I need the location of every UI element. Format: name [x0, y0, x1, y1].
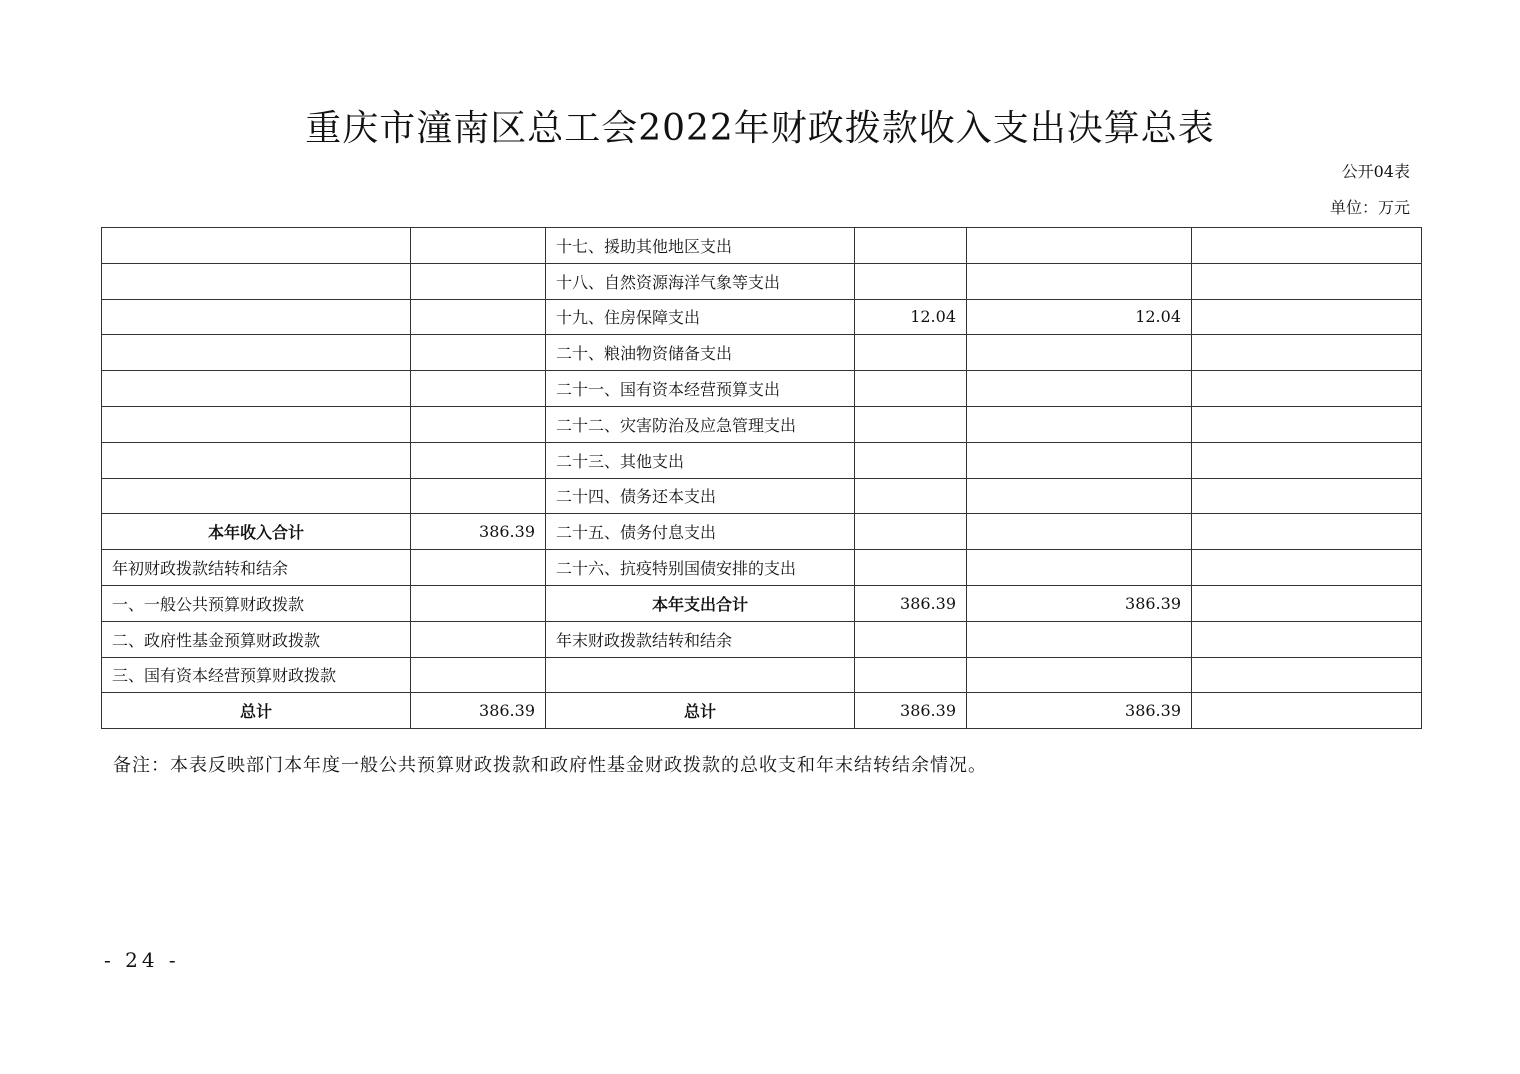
expenditure-general-cell: [967, 550, 1192, 586]
expenditure-general-cell: [967, 514, 1192, 550]
expenditure-general-cell: [967, 478, 1192, 514]
expenditure-fund-cell: [1192, 693, 1422, 729]
table-row: [102, 299, 1422, 335]
expenditure-item-cell: 二十五、债务付息支出: [546, 514, 855, 550]
expenditure-total-cell: [855, 442, 967, 478]
expenditure-item-cell: 十七、援助其他地区支出: [546, 228, 855, 264]
income-item-cell: [102, 228, 411, 264]
income-amount-cell: [411, 442, 546, 478]
income-amount-cell: [411, 550, 546, 586]
income-item-cell: [102, 442, 411, 478]
income-amount-cell: [411, 406, 546, 442]
table-row: [102, 406, 1422, 442]
expenditure-total-cell: [855, 550, 967, 586]
expenditure-item-cell: 二十三、其他支出: [546, 442, 855, 478]
expenditure-total-cell: [855, 263, 967, 299]
expenditure-general-cell: [967, 371, 1192, 407]
income-total-label: 本年收入合计: [102, 514, 411, 550]
expenditure-general-cell: 386.39: [967, 585, 1192, 621]
table-row: [102, 514, 1422, 550]
expenditure-total-cell: 386.39: [855, 693, 967, 729]
expenditure-total-cell: [855, 406, 967, 442]
table-row: [102, 657, 1422, 693]
expenditure-item-cell: 十八、自然资源海洋气象等支出: [546, 263, 855, 299]
income-item-cell: [102, 335, 411, 371]
income-grand-total-label: 总计: [102, 693, 411, 729]
table-row: [102, 550, 1422, 586]
expenditure-general-cell: [967, 406, 1192, 442]
expenditure-fund-cell: [1192, 406, 1422, 442]
expenditure-total-cell: [855, 621, 967, 657]
income-item-cell: [102, 263, 411, 299]
expenditure-fund-cell: [1192, 621, 1422, 657]
income-item-cell: [102, 406, 411, 442]
expenditure-grand-total-label: 总计: [546, 693, 855, 729]
income-amount-cell: [411, 228, 546, 264]
expenditure-total-cell: [855, 657, 967, 693]
income-item-cell: 三、国有资本经营预算财政拨款: [102, 657, 411, 693]
expenditure-fund-cell: [1192, 299, 1422, 335]
expenditure-general-cell: [967, 621, 1192, 657]
table-row: [102, 621, 1422, 657]
expenditure-fund-cell: [1192, 550, 1422, 586]
table-row: [102, 585, 1422, 621]
unit-label: 单位：万元: [1329, 198, 1410, 217]
expenditure-general-cell: [967, 228, 1192, 264]
expenditure-item-cell: 二十、粮油物资储备支出: [546, 335, 855, 371]
income-amount-cell: [411, 263, 546, 299]
expenditure-item-cell: 年末财政拨款结转和结余: [546, 621, 855, 657]
table-row: [102, 371, 1422, 407]
table-row: [102, 228, 1422, 264]
expenditure-item-cell: 二十一、国有资本经营预算支出: [546, 371, 855, 407]
expenditure-fund-cell: [1192, 478, 1422, 514]
expenditure-general-cell: [967, 657, 1192, 693]
expenditure-general-cell: 12.04: [967, 299, 1192, 335]
expenditure-item-cell: 二十四、债务还本支出: [546, 478, 855, 514]
budget-table: [101, 227, 1422, 729]
income-amount-cell: 386.39: [411, 514, 546, 550]
expenditure-total-cell: [855, 335, 967, 371]
expenditure-fund-cell: [1192, 514, 1422, 550]
table-row: [102, 478, 1422, 514]
table-row: [102, 442, 1422, 478]
expenditure-item-cell: 十九、住房保障支出: [546, 299, 855, 335]
expenditure-total-cell: [855, 478, 967, 514]
income-amount-cell: [411, 335, 546, 371]
expenditure-total-cell: [855, 514, 967, 550]
expenditure-general-cell: 386.39: [967, 693, 1192, 729]
expenditure-fund-cell: [1192, 228, 1422, 264]
expenditure-fund-cell: [1192, 442, 1422, 478]
income-amount-cell: 386.39: [411, 693, 546, 729]
table-row: [102, 263, 1422, 299]
expenditure-fund-cell: [1192, 335, 1422, 371]
expenditure-total-cell: [855, 228, 967, 264]
income-amount-cell: [411, 657, 546, 693]
expenditure-fund-cell: [1192, 263, 1422, 299]
expenditure-total-label: 本年支出合计: [546, 585, 855, 621]
income-amount-cell: [411, 478, 546, 514]
income-item-cell: 二、政府性基金预算财政拨款: [102, 621, 411, 657]
expenditure-item-cell: [546, 657, 855, 693]
table-code: 公开04表: [1341, 162, 1410, 181]
table-row: [102, 335, 1422, 371]
expenditure-fund-cell: [1192, 657, 1422, 693]
page-title: 重庆市潼南区总工会2022年财政拨款收入支出决算总表: [305, 108, 1215, 149]
expenditure-item-cell: 二十六、抗疫特别国债安排的支出: [546, 550, 855, 586]
income-amount-cell: [411, 299, 546, 335]
footnote: 备注：本表反映部门本年度一般公共预算财政拨款和政府性基金财政拨款的总收支和年末结转结余情况。: [113, 755, 987, 776]
expenditure-item-cell: 二十二、灾害防治及应急管理支出: [546, 406, 855, 442]
income-item-cell: 年初财政拨款结转和结余: [102, 550, 411, 586]
income-amount-cell: [411, 621, 546, 657]
expenditure-general-cell: [967, 335, 1192, 371]
expenditure-fund-cell: [1192, 585, 1422, 621]
expenditure-general-cell: [967, 263, 1192, 299]
expenditure-general-cell: [967, 442, 1192, 478]
income-amount-cell: [411, 585, 546, 621]
page-number: - 24 -: [104, 948, 180, 972]
income-item-cell: [102, 371, 411, 407]
expenditure-fund-cell: [1192, 371, 1422, 407]
expenditure-total-cell: [855, 371, 967, 407]
expenditure-total-cell: 386.39: [855, 585, 967, 621]
expenditure-total-cell: 12.04: [855, 299, 967, 335]
table-row: [102, 693, 1422, 729]
income-item-cell: [102, 299, 411, 335]
income-amount-cell: [411, 371, 546, 407]
income-item-cell: 一、一般公共预算财政拨款: [102, 585, 411, 621]
income-item-cell: [102, 478, 411, 514]
